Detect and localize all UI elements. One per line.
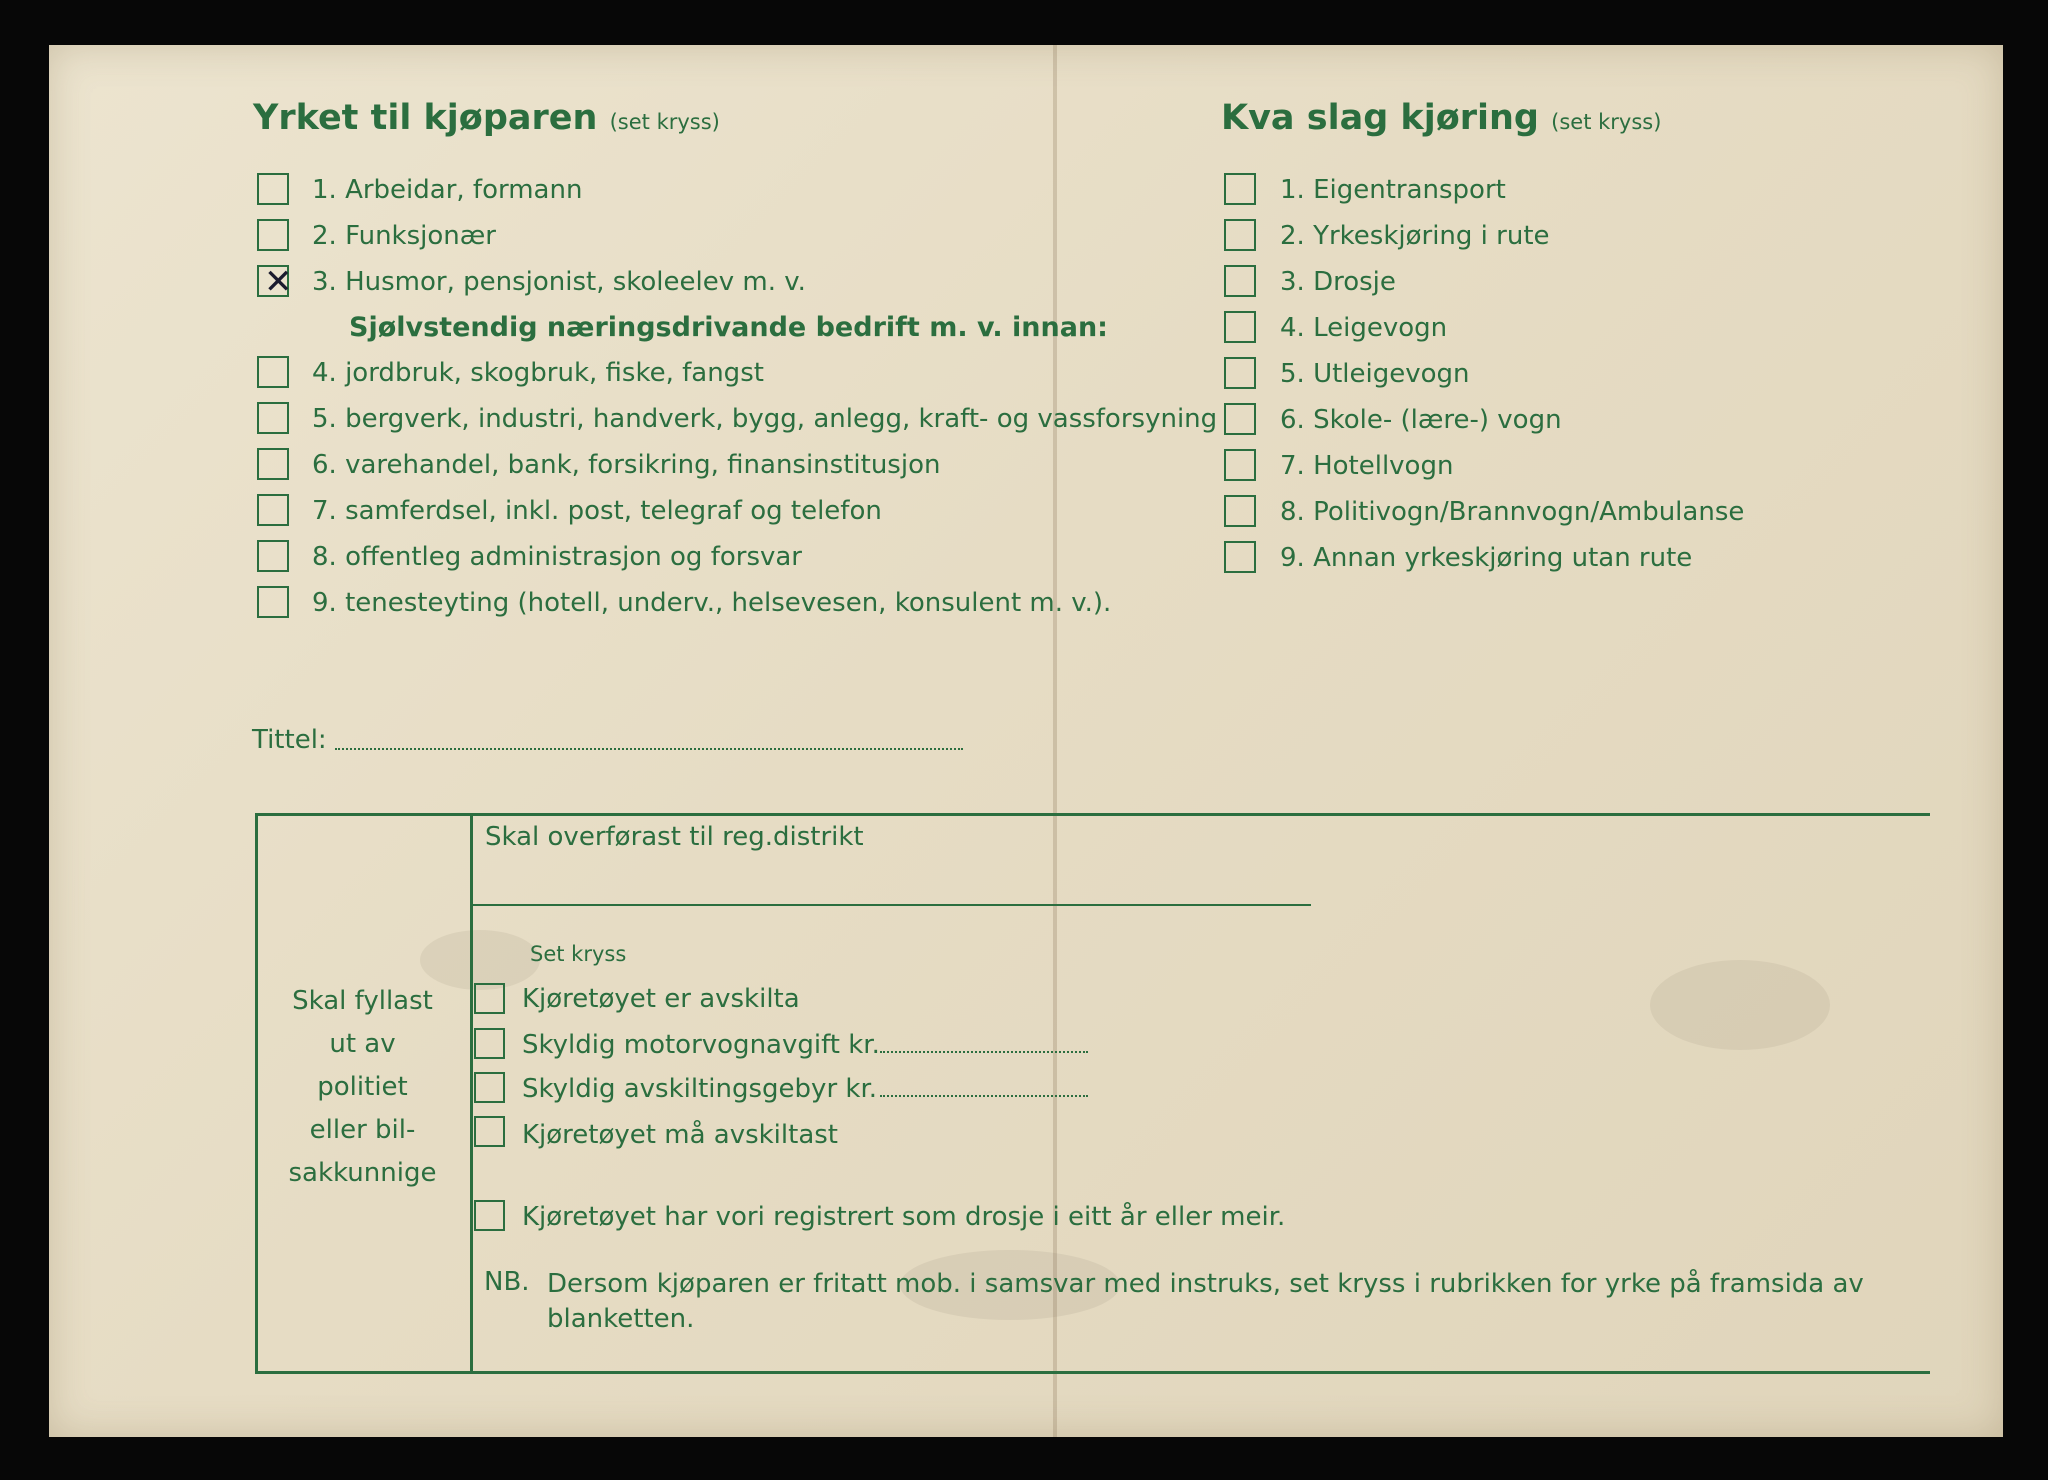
police-box-left-border xyxy=(255,813,258,1374)
police-label-taxi-year: Kjøretøyet har vori registrert som drosje i eitt år eller meir. xyxy=(522,1202,1286,1232)
police-checkbox-taxi-year[interactable] xyxy=(474,1200,505,1231)
driving-label-1: 1. Eigentransport xyxy=(1280,175,1506,205)
driving-checkbox-7[interactable] xyxy=(1224,449,1256,481)
police-checkbox-vehicle-tax[interactable] xyxy=(474,1028,505,1059)
driving-label-4: 4. Leigevogn xyxy=(1280,313,1448,343)
left-section-title: Yrket til kjøparen (set kryss) xyxy=(253,98,720,138)
plate-fee-amount-line[interactable] xyxy=(880,1095,1088,1097)
driving-label-3: 3. Drosje xyxy=(1280,267,1396,297)
occupation-label-6: 6. varehandel, bank, forsikring, finansinstitusjon xyxy=(312,450,941,480)
driving-label-5: 5. Utleigevogn xyxy=(1280,359,1470,389)
occupation-checkbox-9[interactable] xyxy=(257,586,289,618)
police-box-top-border xyxy=(255,813,1930,816)
police-checkbox-deregistered[interactable] xyxy=(474,983,505,1014)
police-label-plate-fee: Skyldig avskiltingsgebyr kr. xyxy=(522,1074,878,1104)
transfer-district-line[interactable] xyxy=(473,904,1311,906)
driving-checkbox-6[interactable] xyxy=(1224,403,1256,435)
police-checkbox-must-deregister[interactable] xyxy=(474,1116,505,1147)
police-box-divider xyxy=(470,813,473,1374)
driving-checkbox-8[interactable] xyxy=(1224,495,1256,527)
driving-checkbox-2[interactable] xyxy=(1224,219,1256,251)
right-section-title: Kva slag kjøring (set kryss) xyxy=(1221,98,1662,138)
police-label-deregistered: Kjøretøyet er avskilta xyxy=(522,984,800,1014)
nb-text: Dersom kjøparen er fritatt mob. i samsvar med instruks, set kryss i rubrikken for yrke på framsida av blanketten. xyxy=(547,1269,1864,1334)
nb-label: NB. xyxy=(484,1267,530,1297)
vehicle-tax-amount-line[interactable] xyxy=(880,1051,1088,1053)
driving-checkbox-3[interactable] xyxy=(1224,265,1256,297)
police-box-bottom-border xyxy=(255,1371,1930,1374)
transfer-district-label: Skal overførast til reg.distrikt xyxy=(485,822,864,852)
driving-checkbox-4[interactable] xyxy=(1224,311,1256,343)
driving-label-9: 9. Annan yrkeskjøring utan rute xyxy=(1280,543,1693,573)
driving-label-7: 7. Hotellvogn xyxy=(1280,451,1454,481)
stain xyxy=(1650,960,1830,1050)
occupation-label-9: 9. tenesteyting (hotell, underv., helsevesen, konsulent m. v.). xyxy=(312,588,1112,618)
occupation-checkbox-1[interactable] xyxy=(257,173,289,205)
driving-label-2: 2. Yrkeskjøring i rute xyxy=(1280,221,1550,251)
driving-checkbox-5[interactable] xyxy=(1224,357,1256,389)
driving-label-8: 8. Politivogn/Brannvogn/Ambulanse xyxy=(1280,497,1745,527)
occupation-label-8: 8. offentleg administrasjon og forsvar xyxy=(312,542,803,572)
title-field-line[interactable] xyxy=(335,748,963,750)
occupation-label-1: 1. Arbeidar, formann xyxy=(312,175,583,205)
title-field-label: Tittel: xyxy=(252,725,327,755)
occupation-checkbox-6[interactable] xyxy=(257,448,289,480)
occupation-label-3: 3. Husmor, pensjonist, skoleelev m. v. xyxy=(312,267,806,297)
occupation-label-5: 5. bergverk, industri, handverk, bygg, anlegg, kraft- og vassforsyning xyxy=(312,404,1218,434)
driving-label-6: 6. Skole- (lære-) vogn xyxy=(1280,405,1562,435)
self-employed-subheading: Sjølvstendig næringsdrivande bedrift m. v. innan: xyxy=(349,312,1108,343)
occupation-checkbox-2[interactable] xyxy=(257,219,289,251)
driving-checkbox-1[interactable] xyxy=(1224,173,1256,205)
police-label-must-deregister: Kjøretøyet må avskiltast xyxy=(522,1120,838,1150)
occupation-label-2: 2. Funksjonær xyxy=(312,221,496,251)
police-label-vehicle-tax: Skyldig motorvognavgift kr. xyxy=(522,1030,880,1060)
occupation-label-4: 4. jordbruk, skogbruk, fiske, fangst xyxy=(312,358,764,388)
occupation-checkbox-7[interactable] xyxy=(257,494,289,526)
occupation-checkbox-8[interactable] xyxy=(257,540,289,572)
occupation-label-7: 7. samferdsel, inkl. post, telegraf og telefon xyxy=(312,496,882,526)
occupation-checkbox-5[interactable] xyxy=(257,402,289,434)
occupation-checkbox-4[interactable] xyxy=(257,356,289,388)
police-checkbox-plate-fee[interactable] xyxy=(474,1072,505,1103)
police-box-side-label: Skal fyllast ut av politiet eller bil-sakkunnige xyxy=(288,986,437,1188)
check-mark: ✕ xyxy=(264,262,293,302)
set-kryss-label: Set kryss xyxy=(530,942,627,966)
driving-checkbox-9[interactable] xyxy=(1224,541,1256,573)
